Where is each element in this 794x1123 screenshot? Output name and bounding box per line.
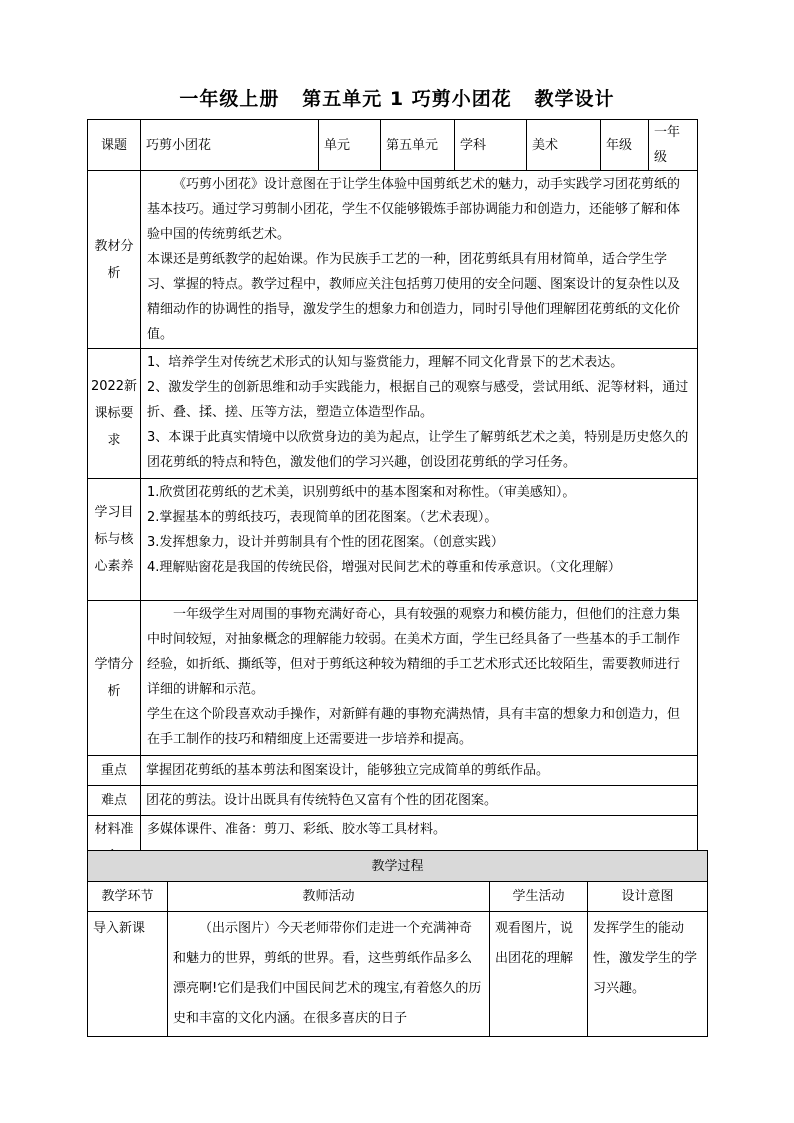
header-row <box>88 120 698 171</box>
students-paragraph: 一年级学生对周围的事物充满好奇心，具有较强的观察力和模仿能力，但他们的注意力集中时间较短，对抽象概念的理解能力较弱。在美术方面，学生已经具备了一些基本的手工制作经验，如折纸、撕纸等，但对于剪纸这种较为精细的手工艺术形式还比较陌生，需要教师进行详细的讲解和示范。 <box>147 607 681 697</box>
column-teacher: 教师活动 <box>168 882 490 912</box>
subject-label: 学科 <box>455 120 527 171</box>
students-row <box>88 601 698 756</box>
standard-paragraph: 3、本课于此真实情境中以欣赏身边的美为起点，让学生了解剪纸艺术之美，特别是历史悠久的团花剪纸的特点和特色，激发他们的学习兴趣，创设团花剪纸的学习任务。 <box>147 430 689 470</box>
goals-row <box>88 479 698 601</box>
difficulty-row <box>88 786 698 816</box>
key-point-label: 重点 <box>88 756 141 786</box>
goals-text <box>141 479 698 601</box>
lesson-info-table <box>87 119 698 871</box>
course-label: 课题 <box>88 120 141 171</box>
goal-item: 3.发挥想象力，设计并剪制具有个性的团花图案。（创意实践） <box>147 535 504 550</box>
materials-text: 多媒体课件、准备：剪刀、彩纸、胶水等工具材料。 <box>141 816 698 871</box>
process-row <box>88 912 708 1037</box>
materials-label: 材料准 <box>88 816 141 871</box>
students-label: 学情分析 <box>88 601 141 756</box>
page-title: 一年级上册 第五单元 1 巧剪小团花 教学设计 <box>179 88 615 110</box>
goal-item: 1.欣赏团花剪纸的艺术美，识别剪纸中的基本图案和对称性。（审美感知）。 <box>147 485 576 500</box>
grade-value: 一年级 <box>649 120 698 171</box>
process-header-row <box>88 851 708 882</box>
course-value: 巧剪小团花 <box>141 120 319 171</box>
key-point-row <box>88 756 698 786</box>
column-stage: 教学环节 <box>88 882 168 912</box>
material-analysis-text <box>141 171 698 349</box>
students-paragraph: 学生在这个阶段喜欢动手操作，对新鲜有趣的事物充满热情，具有丰富的想象力和创造力，但在手工制作的技巧和精细度上还需要进一步培养和提高。 <box>147 707 681 747</box>
goal-item: 4.理解贴窗花是我国的传统民俗，增强对民间艺术的尊重和传承意识。（文化理解） <box>147 560 621 575</box>
students-text <box>141 601 698 756</box>
difficulty-label: 难点 <box>88 786 141 816</box>
material-analysis-label: 教材分析 <box>88 171 141 349</box>
difficulty-text: 团花的剪法。设计出既具有传统特色又富有个性的团花图案。 <box>141 786 698 816</box>
column-student: 学生活动 <box>490 882 588 912</box>
standard-paragraph: 2、激发学生的创新思维和动手实践能力，根据自己的观察与感受，尝试用纸、泥等材料，通过折、叠、揉、搓、压等方法，塑造立体造型作品。 <box>147 380 689 420</box>
standard-label: 2022新课标要求 <box>88 349 141 479</box>
standard-row <box>88 349 698 479</box>
goals-label: 学习目标与核心素养 <box>88 479 141 601</box>
process-stage: 导入新课 <box>88 912 168 1037</box>
unit-value: 第五单元 <box>381 120 455 171</box>
subject-value: 美术 <box>527 120 601 171</box>
standard-text <box>141 349 698 479</box>
key-point-text: 掌握团花剪纸的基本剪法和图案设计，能够独立完成简单的剪纸作品。 <box>141 756 698 786</box>
goal-item: 2.掌握基本的剪纸技巧，表现简单的团花图案。（艺术表现）。 <box>147 510 498 525</box>
standard-paragraph: 1、培养学生对传统艺术形式的认知与鉴赏能力，理解不同文化背景下的艺术表达。 <box>147 355 624 370</box>
process-design-intent: 发挥学生的能动性，激发学生的学习兴趣。 <box>588 912 708 1037</box>
process-header: 教学过程 <box>88 851 708 882</box>
process-column-row <box>88 882 708 912</box>
process-student-activity: 观看图片，说出团花的理解 <box>490 912 588 1037</box>
grade-label: 年级 <box>601 120 649 171</box>
material-paragraph: 《巧剪小团花》设计意图在于让学生体验中国剪纸艺术的魅力，动手实践学习团花剪纸的基本技巧。通过学习剪制小团花，学生不仅能够锻炼手部协调能力和创造力，还能够了解和体验中国的传统剪纸艺术。 <box>147 177 681 242</box>
process-teacher-activity: （出示图片）今天老师带你们走进一个充满神奇和魅力的世界，剪纸的世界。看，这些剪纸作品多么漂亮啊!它们是我们中国民间艺术的瑰宝,有着悠久的历史和丰富的文化内涵。在很多喜庆的日子 <box>168 912 490 1037</box>
material-analysis-row <box>88 171 698 349</box>
unit-label: 单元 <box>319 120 381 171</box>
material-paragraph: 本课还是剪纸教学的起始课。作为民族手工艺的一种，团花剪纸具有用材简单，适合学生学习、掌握的特点。教学过程中，教师应关注包括剪刀使用的安全问题、图案设计的复杂性以及精细动作的协调性的指导，激发学生的想象力和创造力，同时引导他们理解团花剪纸的文化价值。 <box>147 252 681 342</box>
column-intent: 设计意图 <box>588 882 708 912</box>
teaching-process-table <box>87 850 708 1037</box>
